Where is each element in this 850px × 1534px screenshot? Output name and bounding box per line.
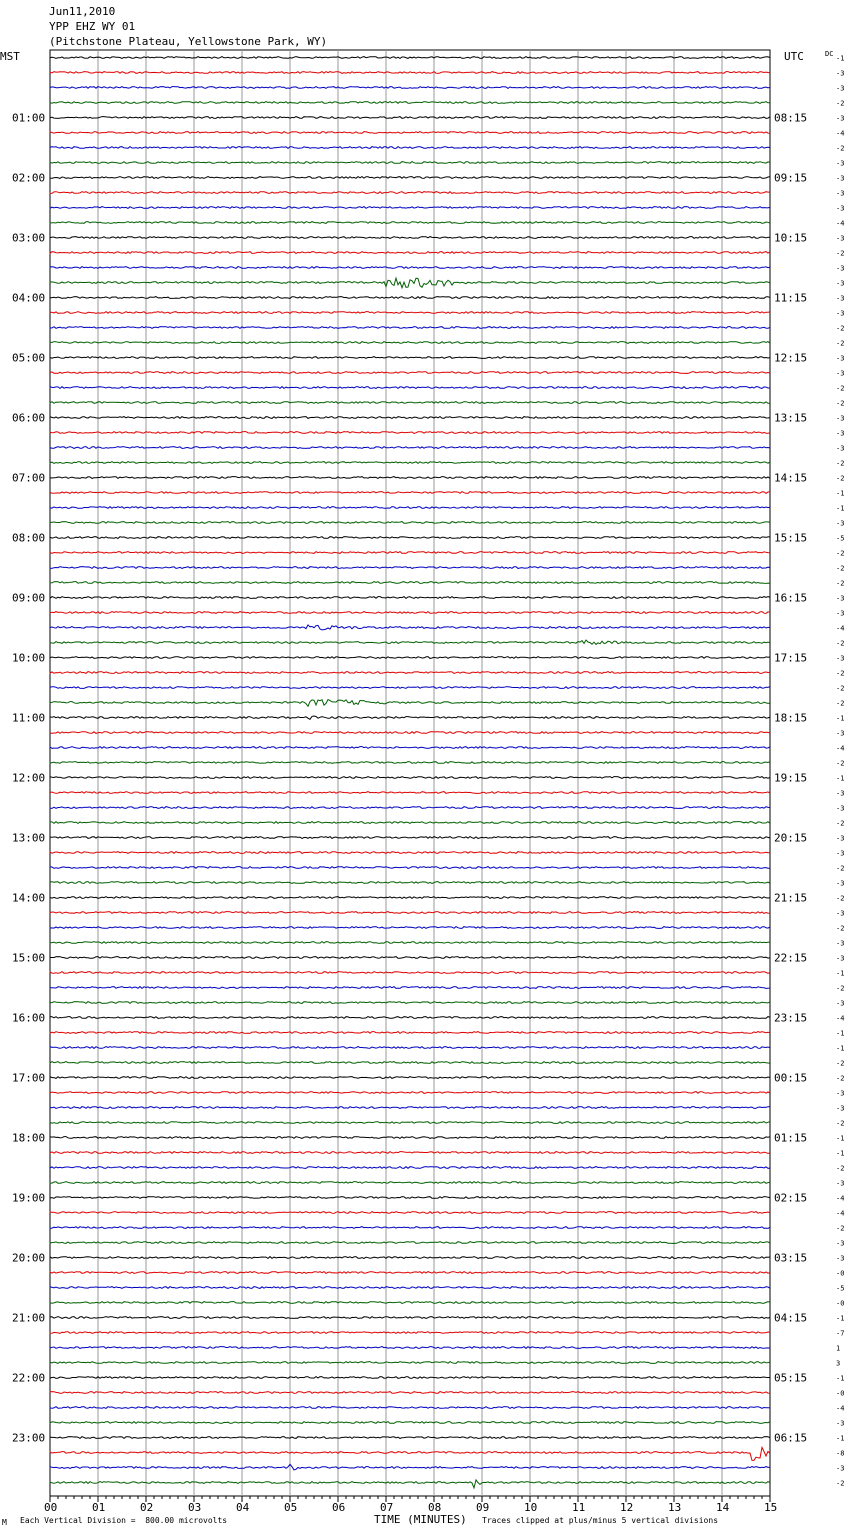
trace-line: [50, 972, 770, 974]
trace-line: [50, 867, 770, 869]
trace-line: [50, 1347, 770, 1349]
trace-line: [50, 792, 770, 794]
x-axis-title: TIME (MINUTES): [374, 1513, 467, 1526]
dc-offset: -2: [836, 864, 845, 873]
dc-offset: -0: [836, 1269, 845, 1278]
hour-label-mst: 07:00: [12, 471, 46, 485]
dc-offset: -2: [836, 324, 845, 333]
hour-label-mst: 03:00: [12, 231, 46, 245]
trace-line: [50, 117, 770, 119]
dc-offset: -5: [836, 534, 845, 543]
dc-offset: -3: [836, 804, 845, 813]
trace-line: [50, 672, 770, 674]
trace-line: [50, 1047, 770, 1049]
hour-label-utc: 11:15: [774, 291, 808, 305]
trace-line: [50, 1464, 770, 1470]
dc-offset: -1: [836, 1149, 845, 1158]
dc-offset: -3: [836, 594, 845, 603]
dc-offset: -1: [836, 489, 845, 498]
dc-offset: -3: [836, 654, 845, 663]
trace-line: [50, 942, 770, 944]
dc-offset: 1: [836, 1344, 841, 1353]
dc-offset: -5: [836, 1284, 845, 1293]
dc-offset: -3: [836, 1239, 845, 1248]
trace-line: [50, 357, 770, 359]
trace-line: [50, 1077, 770, 1079]
trace-line: [50, 462, 770, 464]
hour-label-mst: 10:00: [12, 651, 46, 665]
dc-offset: -3: [836, 834, 845, 843]
x-tick-label: 14: [716, 1501, 730, 1514]
dc-offset: -2: [836, 549, 845, 558]
trace-line: [50, 897, 770, 899]
hour-label-utc: 04:15: [774, 1311, 808, 1325]
trace-line: [50, 327, 770, 329]
trace-line: [50, 927, 770, 929]
hour-label-mst: 08:00: [12, 531, 46, 545]
dc-offset: -8: [836, 1449, 845, 1458]
dc-label: DC: [825, 50, 834, 58]
dc-offset: -0: [836, 1389, 845, 1398]
trace-line: [50, 1227, 770, 1229]
dc-offset: -3: [836, 1464, 845, 1473]
hour-label-utc: 17:15: [774, 651, 808, 665]
trace-line: [50, 1152, 770, 1154]
dc-offset: -1: [836, 1029, 845, 1038]
hour-label-mst: 15:00: [12, 951, 46, 965]
hour-label-mst: 11:00: [12, 711, 46, 725]
dc-offset: -1: [836, 1314, 845, 1323]
dc-offset: -2: [836, 474, 845, 483]
station-code: YPP EHZ WY 01: [49, 20, 136, 33]
trace-line: [50, 1272, 770, 1274]
dc-offset: -4: [836, 744, 845, 753]
trace-line: [50, 822, 770, 824]
trace-line: [50, 1407, 770, 1409]
trace-line: [50, 1332, 770, 1334]
trace-line: [50, 147, 770, 149]
trace-line: [50, 1437, 770, 1439]
trace-line: [50, 1447, 770, 1460]
trace-line: [50, 237, 770, 239]
dc-offset: -3: [836, 1089, 845, 1098]
trace-line: [50, 687, 770, 689]
station-location: (Pitchstone Plateau, Yellowstone Park, WY): [49, 35, 328, 48]
dc-offset: -4: [836, 129, 845, 138]
dc-offset: 3: [836, 1359, 841, 1368]
dc-offset: -2: [836, 924, 845, 933]
trace-line: [50, 1302, 770, 1304]
hour-label-utc: 20:15: [774, 831, 808, 845]
trace-line: [50, 1257, 770, 1259]
trace-line: [50, 402, 770, 404]
trace-line: [50, 1107, 770, 1109]
dc-offset: -3: [836, 279, 845, 288]
hour-label-utc: 13:15: [774, 411, 808, 425]
dc-offset: -1: [836, 714, 845, 723]
hour-label-utc: 16:15: [774, 591, 808, 605]
dc-offset: -3: [836, 234, 845, 243]
trace-line: [50, 1197, 770, 1199]
trace-line: [50, 432, 770, 434]
hour-label-mst: 13:00: [12, 831, 46, 845]
dc-offset: -2: [836, 384, 845, 393]
hour-label-mst: 05:00: [12, 351, 46, 365]
dc-offset: -3: [836, 114, 845, 123]
corner-mark: M: [2, 1518, 7, 1527]
trace-line: [50, 492, 770, 494]
dc-offset: -2: [836, 894, 845, 903]
trace-line: [50, 912, 770, 914]
dc-offset: -2: [836, 99, 845, 108]
dc-offset: -3: [836, 519, 845, 528]
trace-line: [50, 1480, 770, 1488]
hour-label-mst: 16:00: [12, 1011, 46, 1025]
trace-line: [50, 207, 770, 209]
trace-line: [50, 1092, 770, 1094]
hour-label-utc: 10:15: [774, 231, 808, 245]
dc-offset: -2: [836, 684, 845, 693]
hour-label-mst: 18:00: [12, 1131, 46, 1145]
hour-label-utc: 09:15: [774, 171, 808, 185]
hour-label-utc: 15:15: [774, 531, 808, 545]
left-timezone-label: MST: [0, 50, 20, 63]
trace-line: [50, 1317, 770, 1319]
x-tick-label: 08: [428, 1501, 442, 1514]
dc-offset: -3: [836, 609, 845, 618]
dc-offset: -1: [836, 504, 845, 513]
hour-label-utc: 14:15: [774, 471, 808, 485]
trace-line: [50, 192, 770, 194]
dc-offset: -1: [836, 54, 845, 63]
trace-line: [50, 312, 770, 314]
dc-offset: -4: [836, 219, 845, 228]
dc-offset: -3: [836, 294, 845, 303]
x-tick-label: 02: [140, 1501, 154, 1514]
trace-line: [50, 567, 770, 569]
x-tick-label: 01: [92, 1501, 106, 1514]
dc-offset: -1: [836, 1134, 845, 1143]
x-tick-label: 06: [332, 1501, 346, 1514]
trace-line: [50, 102, 770, 104]
hour-label-mst: 01:00: [12, 111, 46, 125]
dc-offset: -1: [836, 1434, 845, 1443]
x-tick-label: 15: [764, 1501, 778, 1514]
dc-offset: -3: [836, 84, 845, 93]
dc-offset: -3: [836, 729, 845, 738]
hour-label-mst: 19:00: [12, 1191, 46, 1205]
trace-line: [50, 1122, 770, 1124]
trace-line: [50, 582, 770, 584]
dc-offset: -3: [836, 414, 845, 423]
scale-note: Each Vertical Division = 800.00 microvolts: [20, 1516, 228, 1525]
hour-label-utc: 03:15: [774, 1251, 808, 1265]
hour-label-mst: 23:00: [12, 1431, 46, 1445]
trace-line: [50, 1017, 770, 1019]
trace-line: [50, 700, 770, 707]
plot-date: Jun11,2010: [49, 5, 116, 18]
dc-offset: -3: [836, 1179, 845, 1188]
trace-line: [50, 267, 770, 269]
dc-offset: -3: [836, 849, 845, 858]
trace-line: [50, 1032, 770, 1034]
dc-offset: -3: [836, 444, 845, 453]
trace-line: [50, 447, 770, 449]
trace-line: [50, 762, 770, 764]
trace-line: [50, 417, 770, 419]
trace-line: [50, 72, 770, 74]
dc-offset: -3: [836, 1419, 845, 1428]
trace-line: [50, 507, 770, 509]
trace-line: [50, 882, 770, 884]
hour-label-mst: 17:00: [12, 1071, 46, 1085]
dc-offset: -1: [836, 1044, 845, 1053]
hour-label-mst: 02:00: [12, 171, 46, 185]
trace-line: [50, 537, 770, 539]
dc-offset: -1: [836, 1374, 845, 1383]
dc-offset: -3: [836, 354, 845, 363]
trace-line: [50, 1137, 770, 1139]
trace-line: [50, 777, 770, 779]
trace-line: [50, 625, 770, 630]
trace-line: [50, 372, 770, 374]
trace-line: [50, 1182, 770, 1184]
hour-label-utc: 12:15: [774, 351, 808, 365]
trace-line: [50, 552, 770, 554]
trace-line: [50, 278, 770, 288]
hour-label-utc: 06:15: [774, 1431, 808, 1445]
dc-offset: -2: [836, 579, 845, 588]
right-timezone-label: UTC: [784, 50, 804, 63]
trace-line: [50, 837, 770, 839]
x-tick-label: 03: [188, 1501, 202, 1514]
x-tick-label: 11: [572, 1501, 586, 1514]
dc-offset: -2: [836, 564, 845, 573]
trace-line: [50, 1377, 770, 1379]
trace-line: [50, 1242, 770, 1244]
trace-line: [50, 132, 770, 134]
hour-label-utc: 05:15: [774, 1371, 808, 1385]
dc-offset: -2: [836, 399, 845, 408]
dc-offset: -3: [836, 1254, 845, 1263]
hour-label-utc: 00:15: [774, 1071, 808, 1085]
hour-label-utc: 23:15: [774, 1011, 808, 1025]
trace-line: [50, 597, 770, 599]
x-tick-label: 09: [476, 1501, 490, 1514]
clip-note: Traces clipped at plus/minus 5 vertical divisions: [482, 1516, 719, 1525]
dc-offset: -4: [836, 1194, 845, 1203]
trace-line: [50, 57, 770, 59]
dc-offset: -4: [836, 1209, 845, 1218]
hour-label-utc: 08:15: [774, 111, 808, 125]
trace-line: [50, 987, 770, 989]
dc-offset: -3: [836, 369, 845, 378]
dc-offset: -3: [836, 879, 845, 888]
dc-offset: -2: [836, 144, 845, 153]
dc-offset: -3: [836, 204, 845, 213]
dc-offset: -2: [836, 1164, 845, 1173]
x-tick-label: 13: [668, 1501, 682, 1514]
dc-offset: -3: [836, 939, 845, 948]
dc-offset: -2: [836, 819, 845, 828]
trace-line: [50, 612, 770, 614]
hour-label-mst: 20:00: [12, 1251, 46, 1265]
trace-line: [50, 162, 770, 164]
trace-line: [50, 657, 770, 659]
trace-line: [50, 1002, 770, 1004]
dc-offset: -2: [836, 639, 845, 648]
dc-offset: -1: [836, 969, 845, 978]
dc-offset: -2: [836, 1059, 845, 1068]
x-tick-label: 07: [380, 1501, 394, 1514]
trace-line: [50, 252, 770, 254]
trace-line: [50, 1422, 770, 1424]
x-tick-label: 00: [44, 1501, 58, 1514]
trace-line: [50, 1392, 770, 1394]
dc-offset: -3: [836, 189, 845, 198]
trace-line: [50, 1287, 770, 1289]
dc-offset: -1: [836, 774, 845, 783]
dc-offset: -4: [836, 1014, 845, 1023]
trace-line: [50, 522, 770, 524]
trace-line: [50, 716, 770, 719]
x-tick-label: 05: [284, 1501, 298, 1514]
dc-offset: -2: [836, 669, 845, 678]
dc-offset: -4: [836, 624, 845, 633]
hour-label-mst: 14:00: [12, 891, 46, 905]
dc-offset: -2: [836, 459, 845, 468]
hour-label-utc: 02:15: [774, 1191, 808, 1205]
dc-offset: -2: [836, 339, 845, 348]
trace-line: [50, 177, 770, 179]
hour-label-mst: 09:00: [12, 591, 46, 605]
dc-offset: -2: [836, 1224, 845, 1233]
trace-line: [50, 732, 770, 734]
dc-offset: -3: [836, 309, 845, 318]
dc-offset: -2: [836, 1119, 845, 1128]
hour-label-mst: 04:00: [12, 291, 46, 305]
trace-line: [50, 222, 770, 224]
dc-offset: -7: [836, 1329, 845, 1338]
hour-label-mst: 06:00: [12, 411, 46, 425]
dc-offset: -4: [836, 1404, 845, 1413]
trace-line: [50, 957, 770, 959]
x-tick-label: 12: [620, 1501, 634, 1514]
trace-line: [50, 1212, 770, 1214]
x-tick-label: 10: [524, 1501, 538, 1514]
dc-offset: -0: [836, 1299, 845, 1308]
hour-label-utc: 19:15: [774, 771, 808, 785]
trace-line: [50, 747, 770, 749]
trace-line: [50, 852, 770, 854]
dc-offset: -2: [836, 984, 845, 993]
trace-line: [50, 1167, 770, 1169]
dc-offset: -3: [836, 999, 845, 1008]
hour-label-utc: 18:15: [774, 711, 808, 725]
dc-offset: -3: [836, 429, 845, 438]
dc-offset: -3: [836, 954, 845, 963]
dc-offset: -3: [836, 174, 845, 183]
hour-label-utc: 01:15: [774, 1131, 808, 1145]
dc-offset: -3: [836, 69, 845, 78]
trace-line: [50, 477, 770, 479]
trace-line: [50, 342, 770, 344]
dc-offset: -3: [836, 909, 845, 918]
dc-offset: -3: [836, 1104, 845, 1113]
dc-offset: -3: [836, 264, 845, 273]
dc-offset: -2: [836, 1074, 845, 1083]
trace-line: [50, 640, 770, 644]
hour-label-utc: 22:15: [774, 951, 808, 965]
x-tick-label: 04: [236, 1501, 250, 1514]
dc-offset: -3: [836, 789, 845, 798]
dc-offset: -2: [836, 759, 845, 768]
trace-line: [50, 807, 770, 809]
trace-line: [50, 297, 770, 299]
trace-line: [50, 1362, 770, 1364]
hour-label-mst: 21:00: [12, 1311, 46, 1325]
dc-offset: -2: [836, 699, 845, 708]
trace-line: [50, 387, 770, 389]
dc-offset: -3: [836, 159, 845, 168]
hour-label-mst: 22:00: [12, 1371, 46, 1385]
trace-line: [50, 1062, 770, 1064]
hour-label-utc: 21:15: [774, 891, 808, 905]
trace-line: [50, 87, 770, 89]
hour-label-mst: 12:00: [12, 771, 46, 785]
dc-offset: -2: [836, 1479, 845, 1488]
dc-offset: -2: [836, 249, 845, 258]
